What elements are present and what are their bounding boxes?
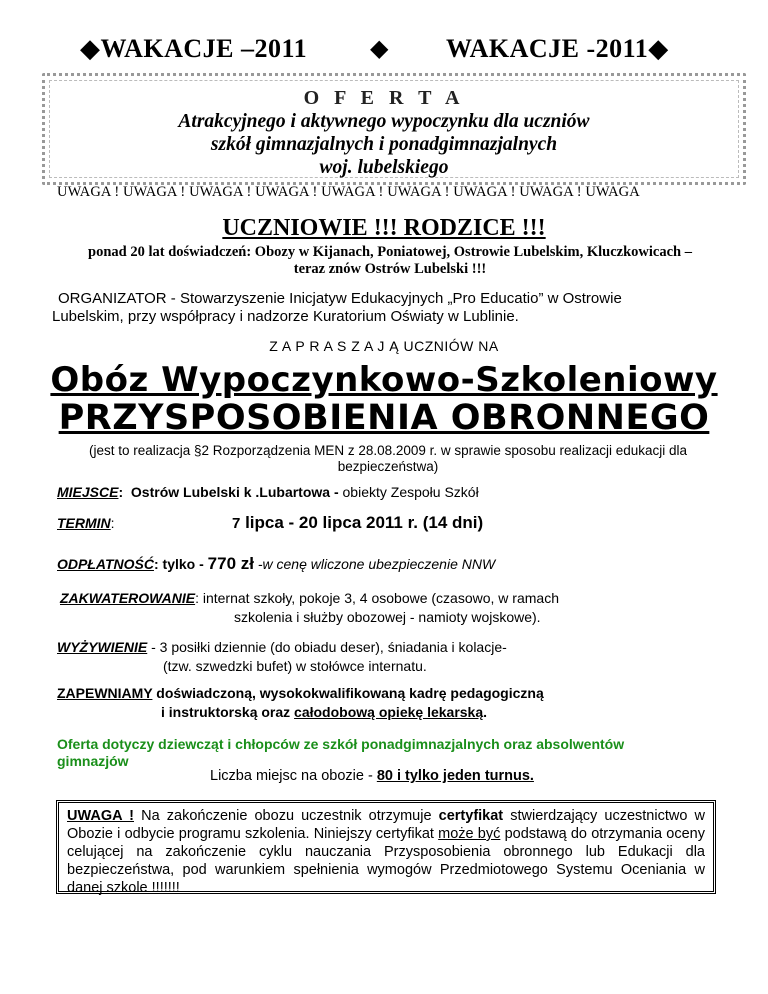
term-value: 7 lipca - 20 lipca 2011 r. (14 dni) bbox=[232, 513, 484, 532]
offer-audience: Oferta dotyczy dziewcząt i chłopców ze szkół ponadgimnazjalnych oraz absolwentów gimnazjów bbox=[57, 736, 625, 769]
diamond-icon: ◆ bbox=[648, 34, 669, 63]
staff-row: ZAPEWNIAMY doświadczoną, wysokokwalifikowaną kadrę pedagogiczną i instruktorską oraz całodobową opiekę lekarską. bbox=[57, 685, 544, 720]
header-left-title: ◆WAKACJE –2011 bbox=[80, 34, 308, 63]
accommodation-row: ZAKWATEROWANIE: internat szkoły, pokoje 3, 4 osobowe (czasowo, w ramach szkolenia i służby obozowej - namioty wojskowe). bbox=[60, 590, 559, 625]
diamond-icon: ◆ bbox=[80, 34, 101, 63]
camp-subtitle: PRZYSPOSOBIENIA OBRONNEGO bbox=[58, 398, 710, 438]
places-row: Liczba miejsc na obozie - 80 i tylko jeden turnus. bbox=[210, 768, 534, 784]
certificate-note: UWAGA ! Na zakończenie obozu uczestnik otrzymuje certyfikat stwierdzający uczestnictwo w Obozie i odbycie programu szkolenia. Niniejszy certyfikat może być podstawą do otrzymania oceny celującej na zakończenie cyklu nauczania Przysposobienia obronnego lub Edukacji dla bezpieczeństwa, pod warunkiem spełnienia wymogów Przedmiotowego Systemu Oceniania w danej szkole !!!!!!! bbox=[56, 800, 716, 894]
diamond-icon: ◆ bbox=[370, 36, 389, 62]
invitation-text: Z A P R A S Z A J Ą UCZNIÓW NA bbox=[269, 338, 499, 354]
legal-note: (jest to realizacja §2 Rozporządzenia MEN z 28.08.2009 r. w sprawie sposobu realizacji edukacji dla bezpieczeństwa) bbox=[88, 443, 688, 474]
offer-line-3: woj. lubelskiego bbox=[319, 157, 449, 178]
offer-title: O F E R T A bbox=[303, 87, 465, 109]
header-right-title: WAKACJE -2011◆ bbox=[446, 34, 669, 63]
offer-line-1: Atrakcyjnego i aktywnego wypoczynku dla uczniów bbox=[178, 111, 590, 132]
camp-title: Obóz Wypoczynkowo-Szkoleniowy bbox=[50, 360, 718, 400]
students-parents-heading: UCZNIOWIE !!! RODZICE !!! bbox=[222, 215, 546, 241]
term-row: TERMIN: bbox=[57, 515, 115, 531]
price-row: ODPŁATNOŚĆ: tylko - 770 zł -w cenę wliczone ubezpieczenie NNW bbox=[57, 554, 496, 573]
uwaga-banner: UWAGA ! UWAGA ! UWAGA ! UWAGA ! UWAGA ! UWAGA ! UWAGA ! UWAGA ! UWAGA bbox=[57, 184, 640, 200]
offer-line-2: szkół gimnazjalnych i ponadgimnazjalnych bbox=[210, 134, 558, 155]
organizer-text: ORGANIZATOR - Stowarzyszenie Inicjatyw Edukacyjnych „Pro Educatio” w Ostrowie Lubelskim, przy współpracy i nadzorze Kuratorium Oświaty w Lublinie. bbox=[52, 290, 622, 325]
meals-row: WYŻYWIENIE - 3 posiłki dziennie (do obiadu deser), śniadania i kolacje- (tzw. szwedzki bufet) w stołówce internatu. bbox=[57, 639, 507, 674]
place-row: MIEJSCE: Ostrów Lubelski k .Lubartowa - obiekty Zespołu Szkół bbox=[57, 484, 479, 500]
experience-text: ponad 20 lat doświadczeń: Obozy w Kijanach, Poniatowej, Ostrowie Lubelskim, Kluczkowicach – teraz znów Ostrów Lubelski !!! bbox=[88, 244, 692, 277]
